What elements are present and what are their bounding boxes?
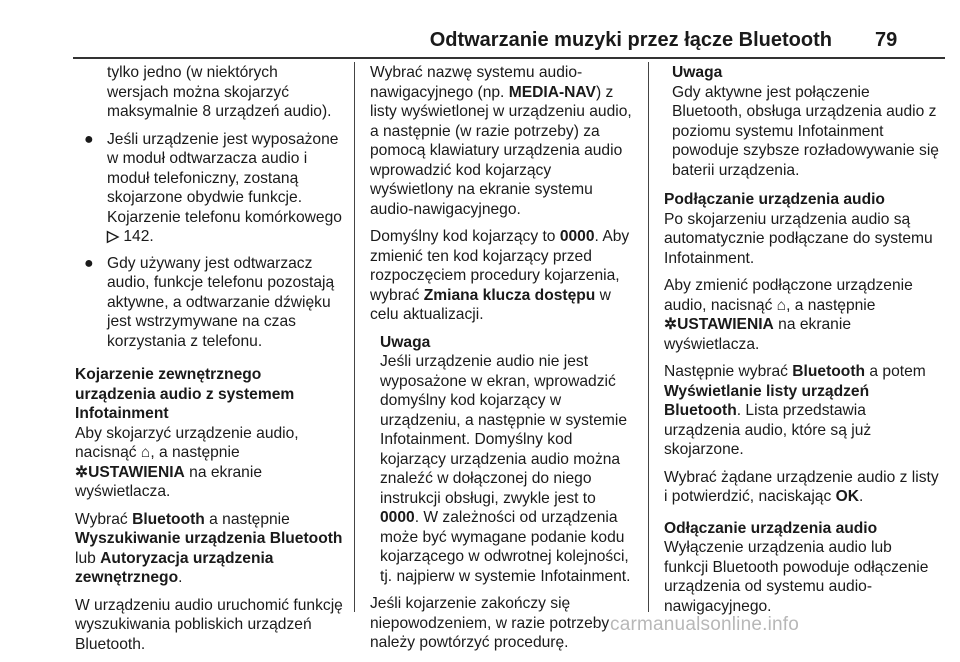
page-header [0, 0, 960, 56]
text: Aby skojarzyć urządzenie audio, nacisnąć [75, 424, 299, 461]
text: . [859, 488, 864, 505]
page-number: 79 [875, 29, 898, 51]
column-3 [664, 63, 940, 624]
text: Wybrać [75, 510, 128, 528]
paragraph [664, 468, 940, 507]
home-icon: ⌂ [140, 444, 151, 461]
media-nav-label: MEDIA-NAV [508, 83, 596, 101]
bullet-text: Gdy używany jest odtwarzacz audio, funkcje telefonu pozostają aktywne, a odtwarzanie dźwięku jest wstrzymywane na czas korzystania z telefonu. [107, 254, 335, 350]
text: . W zależności od urządzenia może być wymagane podanie kodu kojarzącego w odwrotnej kolejności, tj. najpierw w systemie Infotainment. [380, 509, 631, 585]
column-divider [648, 62, 649, 612]
paragraph [75, 510, 343, 588]
home-icon: ⌂ [776, 296, 787, 314]
note-title: Uwaga [672, 64, 723, 81]
text: . Aby zmienić ten kod kojarzący przed rozpoczęciem procedury kojarzenia, wybrać [370, 228, 630, 304]
paragraph: Wyłączenie urządzenia audio lub funkcji Bluetooth powoduje odłączenie urządzenia od systemu audio-nawigacyjnego. [664, 539, 929, 615]
text: na ekranie wyświetlacza. [664, 316, 851, 353]
bullet-icon: ● [84, 130, 94, 148]
watermark: carmanualsonline.info [610, 614, 800, 635]
gear-icon: ✲ [664, 316, 678, 333]
paragraph [664, 362, 940, 460]
note-text: Gdy aktywne jest połączenie Bluetooth, obsługa urządzenia audio z poziomu systemu Infotainment powoduje szybsze rozładowywanie się baterii urządzenia. [672, 83, 939, 179]
paragraph [370, 227, 638, 325]
show-device-list-label: Wyświetlanie listy urządzeń Bluetooth [664, 382, 870, 419]
bluetooth-label: Bluetooth [132, 510, 205, 528]
gear-icon: ✲ [75, 463, 89, 481]
text: Wybrać nazwę systemu audio-nawigacyjnego (np. [370, 64, 583, 101]
text: Wybrać żądane urządzenie audio z listy i potwierdzić, naciskając [664, 468, 939, 505]
column-2 [370, 63, 638, 661]
ok-label: OK [835, 488, 860, 505]
settings-label: USTAWIENIA [677, 316, 774, 333]
text: lub [75, 549, 96, 567]
bullet-icon: ● [84, 254, 94, 272]
pairing-code: 0000 [380, 509, 415, 526]
paragraph: W urządzeniu audio uruchomić funkcję wyszukiwania pobliskich urządzeń Bluetooth. [75, 596, 343, 653]
note-box [664, 63, 940, 180]
section-heading: Podłączanie urządzenia audio [664, 191, 885, 208]
settings-label: USTAWIENIA [88, 463, 185, 481]
bullet-item [75, 130, 343, 247]
text: , a następnie [786, 296, 876, 314]
column-1 [75, 63, 343, 662]
page-reference-arrow-icon: ▷ [107, 228, 119, 245]
authorize-device-label: Autoryzacja urządzenia zewnętrznego [75, 549, 274, 586]
page-reference: 142. [123, 228, 154, 245]
text: Domyślny kod kojarzący to [370, 228, 556, 245]
bluetooth-label: Bluetooth [792, 363, 866, 380]
page-title: Odtwarzanie muzyki przez łącze Bluetooth [429, 29, 832, 51]
bullet-item [75, 254, 343, 352]
text: ) z listy wyświetlonej w urządzeniu audio, a następnie (w razie potrzeby) za pomocą klawiatury urządzenia audio wprowadzić kod kojarzący wyświetlony na ekranie systemu audio-nawigacyjnego. [370, 83, 632, 218]
text: , a następnie [150, 444, 240, 461]
paragraph [370, 63, 638, 219]
column-divider [354, 62, 355, 612]
section-heading: Kojarzenie zewnętrznego urządzenia audio z systemem Infotainment [75, 366, 295, 422]
pairing-code: 0000 [559, 228, 595, 245]
paragraph: Jeśli kojarzenie zakończy się niepowodzeniem, w razie potrzeby należy powtórzyć procedurę. [370, 595, 610, 651]
section-heading: Odłączanie urządzenia audio [664, 519, 878, 537]
paragraph: Po skojarzeniu urządzenia audio są automatycznie podłączane do systemu Infotainment. [664, 210, 933, 267]
text: . [178, 569, 183, 586]
continued-bullet-text: tylko jedno (w niektórych wersjach można skojarzyć maksymalnie 8 urządzeń audio). [107, 64, 332, 120]
text: Jeśli urządzenie audio nie jest wyposażone w ekran, wprowadzić domyślny kod kojarzący w urządzeniu, a następnie w systemie Infotainment. Domyślny kod kojarzący urządzenia audio można znaleźć w dołączonej do niego instrukcji obsługi, zwykle jest to [380, 353, 628, 507]
search-device-label: Wyszukiwanie urządzenia Bluetooth [75, 530, 343, 547]
paragraph [75, 424, 343, 502]
bullet-text: Jeśli urządzenie jest wyposażone w moduł odtwarzacza audio i moduł telefoniczny, zostaną skojarzone obydwie funkcje. Kojarzenie telefonu komórkowego [107, 130, 342, 226]
text: w celu aktualizacji. [370, 286, 611, 323]
text: Aby zmienić podłączone urządzenie audio, nacisnąć [664, 277, 913, 314]
note-title: Uwaga [380, 333, 431, 351]
text: . Lista przedstawia urządzenia audio, które są już skojarzone. [664, 402, 872, 458]
paragraph [664, 276, 940, 354]
text: na ekranie wyświetlacza. [75, 463, 262, 500]
text: Następnie wybrać [664, 363, 788, 380]
header-rule [73, 57, 945, 59]
note-box [370, 333, 638, 587]
text: a następnie [209, 510, 290, 528]
text: a potem [869, 363, 926, 380]
change-passkey-label: Zmiana klucza dostępu [423, 286, 596, 304]
note-text [380, 352, 638, 586]
